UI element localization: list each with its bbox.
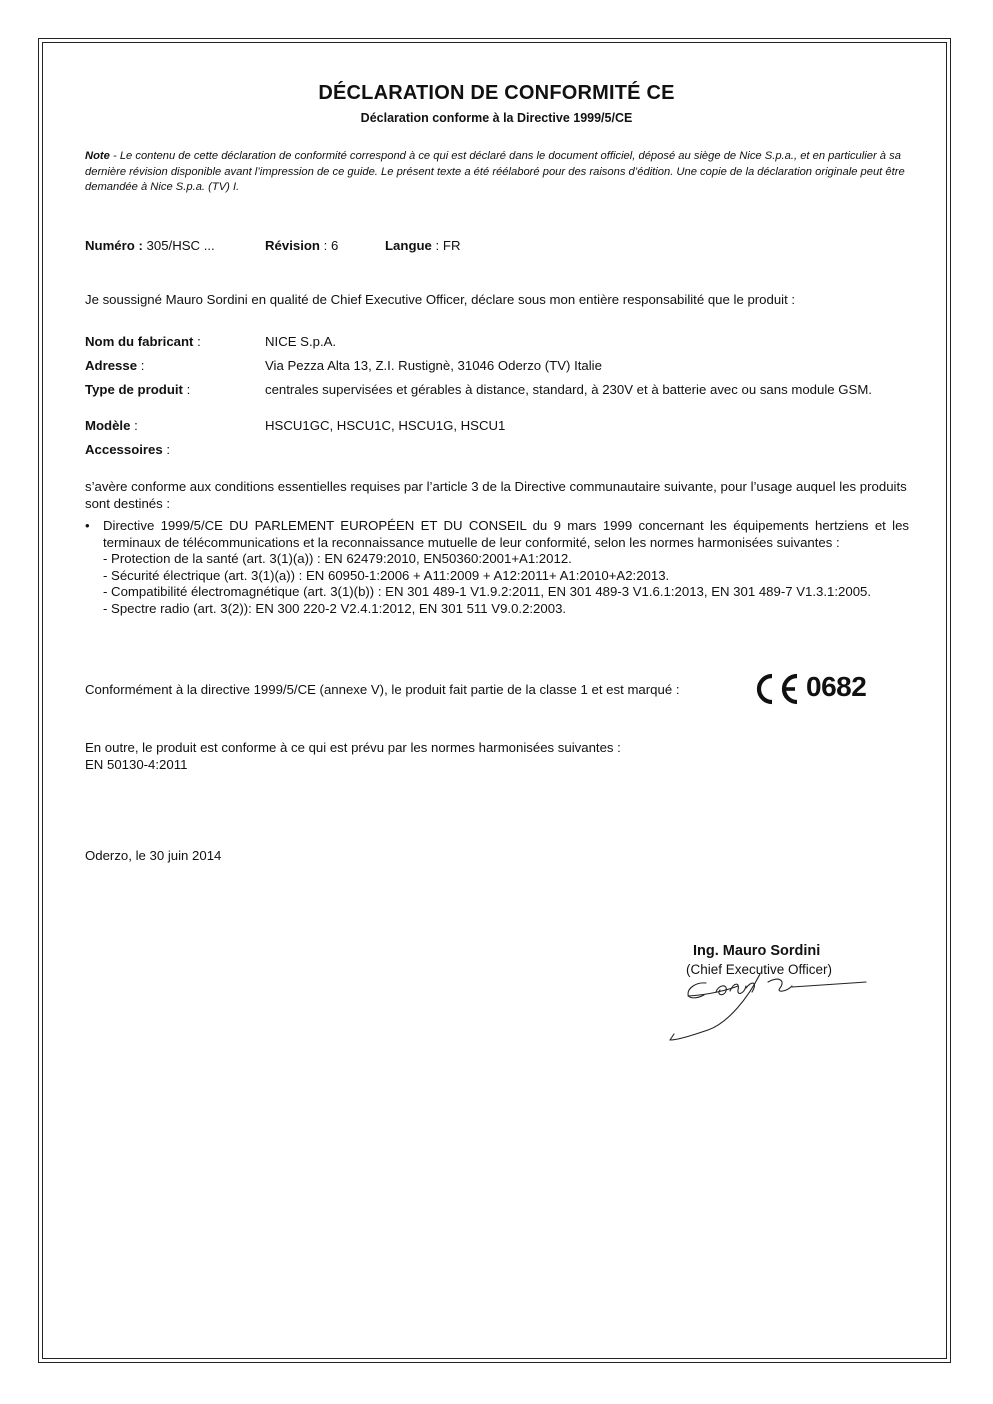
- type-value: centrales supervisées et gérables à distance, standard, à 230V et à batterie avec ou sans module GSM.: [265, 382, 872, 397]
- accessoires-sep: :: [162, 442, 171, 457]
- conformity-text: s’avère conforme aux conditions essentielles requises par l’article 3 de la Directive communautaire suivante, pour l’usage auquel les produits sont destinés :: [85, 479, 907, 511]
- signatory-role: (Chief Executive Officer): [686, 962, 833, 977]
- modele-value: HSCU1GC, HSCU1C, HSCU1G, HSCU1: [265, 418, 506, 433]
- fabricant-sep: :: [193, 334, 201, 349]
- note-paragraph: [85, 149, 911, 196]
- norm-health: - Protection de la santé (art. 3(1)(a)) : EN 62479:2010, EN50360:2001+A1:2012.: [103, 551, 572, 566]
- numero-label: Numéro :: [85, 238, 143, 253]
- bullet-body: [103, 518, 909, 617]
- adresse-sep: :: [137, 358, 145, 373]
- class-text: Conformément à la directive 1999/5/CE (annexe V), le produit fait partie de la classe 1 et est marqué :: [85, 682, 680, 697]
- modele-label: Modèle: [85, 418, 131, 433]
- revision-line: [265, 238, 338, 255]
- accessoires-label-line: [85, 442, 170, 459]
- ce-mark-icon: [748, 672, 802, 706]
- modele-label-line: [85, 418, 138, 435]
- intro-text: Je soussigné Mauro Sordini en qualité de Chief Executive Officer, déclare sous mon entière responsabilité que le produit :: [85, 292, 796, 307]
- modele-sep: :: [130, 418, 138, 433]
- handwritten-signature-icon: [668, 968, 873, 1048]
- langue-line: [385, 238, 460, 255]
- norm-electrical-safety: - Sécurité électrique (art. 3(1)(a)) : EN 60950-1:2006 + A11:2009 + A12:2011+ A1:2010+A2:2013.: [103, 567, 670, 583]
- adresse-label: Adresse: [85, 358, 138, 373]
- adresse-label-line: [85, 358, 144, 375]
- revision-value: : 6: [319, 238, 339, 253]
- harmonised-text: En outre, le produit est conforme à ce qui est prévu par les normes harmonisées suivantes :: [85, 740, 621, 755]
- type-sep: :: [182, 382, 191, 397]
- norm-emc: - Compatibilité électromagnétique (art. 3(1)(b)) : EN 301 489-1 V1.9.2:2011, EN 301 489-3 V1.6.1:2013, EN 301 489-7 V1.3.1:2005.: [103, 584, 872, 599]
- accessoires-label: Accessoires: [85, 442, 163, 457]
- numero-line: [85, 238, 215, 255]
- signatory-name: Ing. Mauro Sordini: [693, 943, 821, 959]
- revision-label: Révision: [265, 238, 320, 253]
- document-title: DÉCLARATION DE CONFORMITÉ CE: [318, 82, 675, 104]
- type-label-line: [85, 382, 190, 399]
- langue-value: : FR: [431, 238, 461, 253]
- harmonised-norm: EN 50130-4:2011: [85, 757, 188, 772]
- langue-label: Langue: [385, 238, 432, 253]
- note-text: - Le contenu de cette déclaration de conformité correspond à ce qui est déclaré dans le document officiel, déposé au siège de Nice S.p.a., et en particulier à sa dernière révision disponible avant l’impression de ce guide. Le présent texte a été réélaboré pour des raisons d’édition. Une copie de la déclaration originale peut être demandée à Nice S.p.a. (TV) I.: [85, 150, 905, 193]
- place-date: Oderzo, le 30 juin 2014: [85, 848, 222, 863]
- fabricant-value: NICE S.p.A.: [265, 334, 337, 349]
- directive-main-text: Directive 1999/5/CE DU PARLEMENT EUROPÉEN ET DU CONSEIL du 9 mars 1999 concernant les équipements hertziens et les terminaux de télécommunications et la reconnaissance mutuelle de leur conformité, selon les normes harmonisées suivantes :: [103, 518, 909, 550]
- note-label: Note: [85, 150, 110, 162]
- adresse-value: Via Pezza Alta 13, Z.I. Rustignè, 31046 Oderzo (TV) Italie: [265, 358, 602, 373]
- bullet-dot: •: [85, 518, 90, 533]
- norm-radio-spectrum: - Spectre radio (art. 3(2)): EN 300 220-2 V2.4.1:2012, EN 301 511 V9.0.2:2003.: [103, 600, 567, 616]
- type-label: Type de produit: [85, 382, 183, 397]
- fabricant-label: Nom du fabricant: [85, 334, 194, 349]
- ce-notified-body-number: 0682: [806, 671, 867, 702]
- fabricant-label-line: [85, 334, 201, 351]
- numero-value: 305/HSC ...: [142, 238, 215, 253]
- document-subtitle: Déclaration conforme à la Directive 1999/5/CE: [360, 111, 633, 125]
